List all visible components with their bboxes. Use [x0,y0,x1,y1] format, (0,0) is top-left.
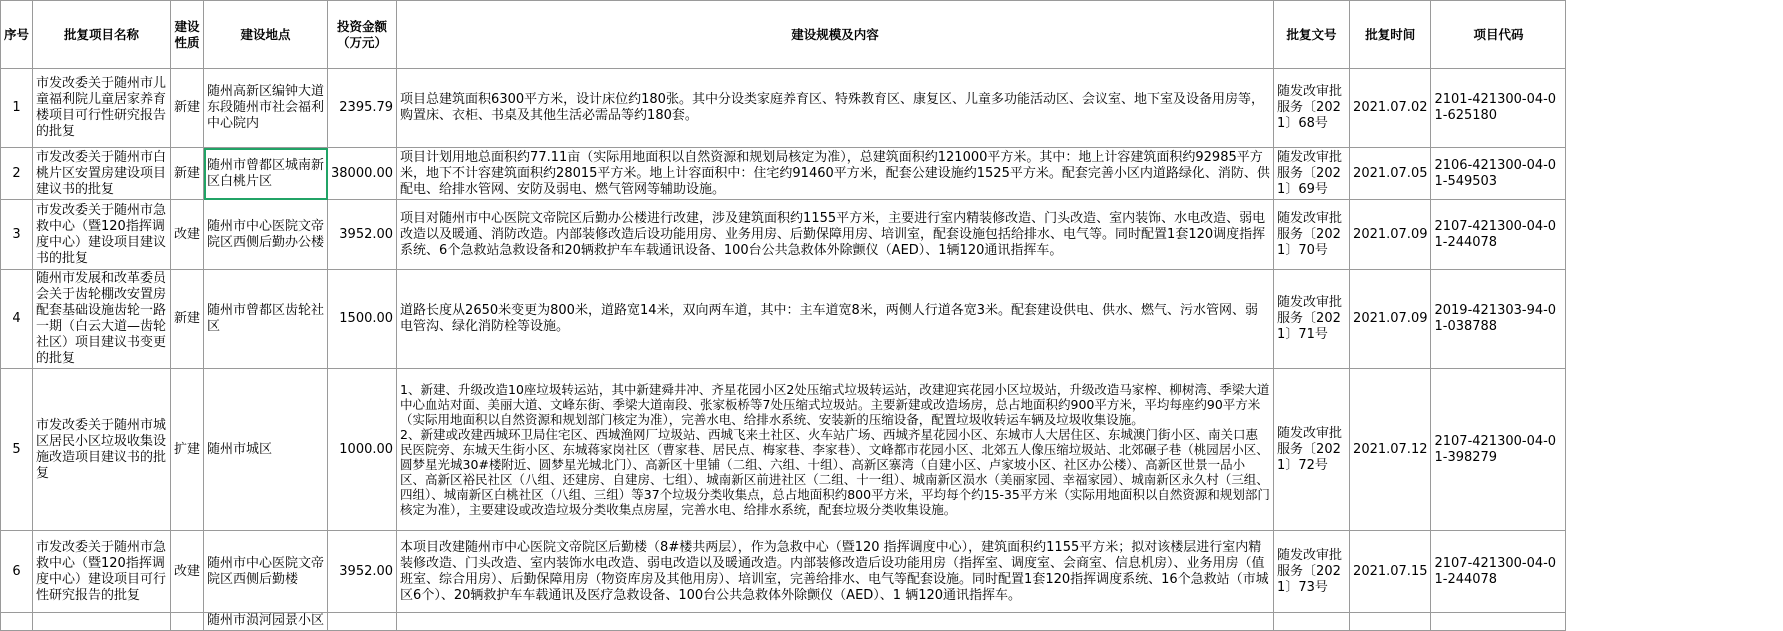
cell-docno[interactable]: 随发改审批服务〔2021〕72号 [1274,369,1350,531]
table-row [1,200,1566,270]
cell-scope[interactable]: 项目计划用地总面积约77.11亩（实际用地面积以自然资源和规划局核定为准），总建筑面积约121000平方米。其中：地上计容建筑面积约92985平方米，地下不计容建筑面积约28015平方米。地上计容面积中：住宅约91460平方米，配套公建设施约1525平方米。配套完善小区内道路绿化、消防、供配电、给排水管网、安防及弱电、燃气管网等辅助设施。 [397,148,1274,200]
cell-nature[interactable]: 新建 [171,148,204,200]
header-scope[interactable]: 建设规模及内容 [397,1,1274,69]
cell-code[interactable]: 2106-421300-04-01-549503 [1431,148,1566,200]
table-row [1,270,1566,369]
cell-code[interactable]: 2101-421300-04-01-625180 [1431,69,1566,148]
cell-date[interactable]: 2021.07.05 [1350,148,1431,200]
header-nature[interactable]: 建设性质 [171,1,204,69]
cell-amount[interactable] [328,613,397,631]
cell-location-selected[interactable]: 随州市曾都区城南新区白桃片区 [204,148,328,200]
cell-nature[interactable]: 改建 [171,531,204,613]
cell-amount[interactable]: 1500.00 [328,270,397,369]
cell-date[interactable] [1350,613,1431,631]
cell-code[interactable]: 2107-421300-04-01-244078 [1431,200,1566,270]
cell-location[interactable]: 随州市中心医院文帝院区西侧后勤办公楼 [204,200,328,270]
cell-date[interactable]: 2021.07.15 [1350,531,1431,613]
cell-docno[interactable]: 随发改审批服务〔2021〕69号 [1274,148,1350,200]
table-row [1,148,1566,200]
cell-amount[interactable]: 1000.00 [328,369,397,531]
cell-seq[interactable]: 4 [1,270,33,369]
cell-date[interactable]: 2021.07.02 [1350,69,1431,148]
cell-location[interactable]: 随州市中心医院文帝院区西侧后勤楼 [204,531,328,613]
cell-docno[interactable]: 随发改审批服务〔2021〕73号 [1274,531,1350,613]
cell-scope[interactable]: 1、新建、升级改造10座垃圾转运站，其中新建舜井冲、齐星花园小区2处压缩式垃圾转运站，改建迎宾花园小区垃圾站，升级改造马家榨、柳树湾、季梁大道中心血站对面、美丽大道、文峰东街、季梁大道南段、张家板桥等7处压缩式垃圾站。主要新建或改造场房，总占地面积约900平方米，平均每座约90平方米（实际用地面积以自然资源和规划部门核定为准），完善水电、给排水系统、安装新的压缩设备，配置垃圾收转运车辆及垃圾收集设施。 2、新建或改建西城环卫局住宅区、西城渔网厂垃圾站、西城飞来土社区、火车站广场、西城齐星花园小区、东城市人大居住区、东城澳门街小区、南关口惠民医院旁、东城天生街小区、东城蒋家岗社区（曹家巷、居民点、梅家巷、李家巷）、文峰都市花园小区、北郊五人像压缩垃圾站、北郊碾子巷（桃园居小区、圆梦星光城30#楼附近、圆梦星光城北门）、高新区十里铺（二组、六组、十组）、高新区寨湾（自建小区、卢家坡小区、社区办公楼）、高新区世景一品小区、高新区裕民社区（八组、还建房、自建房、七组）、城南新区前进社区（二组、十一组）、城南新区涢水（美丽家园、幸福家园）、城南新区永久村（三组、四组）、城南新区白桃社区（八组、三组）等37个垃圾分类收集点，总占地面积约800平方米，平均每个约15-35平方米（实际用地面积以自然资源和规划部门核定为准），主要建设或改造垃圾分类收集点房屋，完善水电、给排水系统，配套垃圾分类收集设施。 [397,369,1274,531]
cell-seq[interactable]: 5 [1,369,33,531]
header-date[interactable]: 批复时间 [1350,1,1431,69]
cell-amount[interactable]: 3952.00 [328,200,397,270]
cell-name[interactable]: 随州市发展和改革委员会关于齿轮棚改安置房配套基础设施齿轮一路一期（白云大道—齿轮社区）项目建议书变更的批复 [33,270,171,369]
cell-code[interactable]: 2019-421303-94-01-038788 [1431,270,1566,369]
cell-seq[interactable]: 6 [1,531,33,613]
cell-code[interactable]: 2107-421300-04-01-398279 [1431,369,1566,531]
cell-date[interactable]: 2021.07.12 [1350,369,1431,531]
cell-scope[interactable]: 项目对随州市中心医院文帝院区后勤办公楼进行改建，涉及建筑面积约1155平方米，主要进行室内精装修改造、门头改造、室内装饰、水电改造、弱电改造以及暖通、消防改造。内部装修改造后设功能用房、业务用房、后勤保障用房、培训室，配套设施包括给排水、电气等。同时配置1套120调度指挥系统、6个急救站急救设备和20辆救护车车载通讯设备、100台公共急救体外除颤仪（AED）、1辆120通讯指挥车。 [397,200,1274,270]
header-location[interactable]: 建设地点 [204,1,328,69]
cell-seq[interactable]: 3 [1,200,33,270]
cell-nature[interactable]: 新建 [171,69,204,148]
cell-amount[interactable]: 38000.00 [328,148,397,200]
cell-scope[interactable]: 项目总建筑面积6300平方米，设计床位约180张。其中分设类家庭养育区、特殊教育区、康复区、儿童多功能活动区、会议室、地下室及设备用房等，购置床、衣柜、书桌及其他生活必需品等约180套。 [397,69,1274,148]
cell-nature[interactable]: 改建 [171,200,204,270]
cell-scope[interactable]: 本项目改建随州市中心医院文帝院区后勤楼（8#楼共两层），作为急救中心（暨120 指挥调度中心），建筑面积约1155平方米；拟对该楼层进行室内精装修改造、门头改造、室内装饰水电改造、弱电改造以及暖通改造。内部装修改造后设功能用房（指挥室、调度室、会商室、信息机房）、业务用房（值班室、综合用房）、后勤保障用房（物资库房及其他用房）、培训室，完善给排水、电气等配套设施。同时配置1套120指挥调度系统、16个急救站（市城区6个）、20辆救护车车载通讯及医疗急救设备、100台公共急救体外除颤仪（AED）、1 辆120通讯指挥车。 [397,531,1274,613]
header-row [1,1,1566,69]
cell-location[interactable]: 随州市曾都区齿轮社区 [204,270,328,369]
cell-code[interactable]: 2107-421300-04-01-244078 [1431,531,1566,613]
table-row-partial [1,613,1566,631]
header-name[interactable]: 批复项目名称 [33,1,171,69]
cell-nature[interactable]: 新建 [171,270,204,369]
table-row [1,69,1566,148]
cell-amount[interactable]: 2395.79 [328,69,397,148]
cell-docno[interactable]: 随发改审批服务〔2021〕71号 [1274,270,1350,369]
table-row [1,369,1566,531]
header-code[interactable]: 项目代码 [1431,1,1566,69]
cell-location[interactable]: 随州高新区编钟大道东段随州市社会福利中心院内 [204,69,328,148]
cell-date[interactable]: 2021.07.09 [1350,270,1431,369]
cell-code[interactable] [1431,613,1566,631]
cell-docno[interactable]: 随发改审批服务〔2021〕68号 [1274,69,1350,148]
cell-docno[interactable]: 随发改审批服务〔2021〕70号 [1274,200,1350,270]
cell-name[interactable]: 市发改委关于随州市城区居民小区垃圾收集设施改造项目建议书的批复 [33,369,171,531]
cell-amount[interactable]: 3952.00 [328,531,397,613]
cell-name[interactable]: 市发改委关于随州市急救中心（暨120指挥调度中心）建设项目建议书的批复 [33,200,171,270]
cell-location[interactable]: 随州市城区 [204,369,328,531]
cell-seq[interactable]: 2 [1,148,33,200]
cell-name[interactable] [33,613,171,631]
header-amount[interactable]: 投资金额（万元） [328,1,397,69]
cell-seq[interactable]: 1 [1,69,33,148]
table-row [1,531,1566,613]
cell-nature[interactable]: 扩建 [171,369,204,531]
header-seq[interactable]: 序号 [1,1,33,69]
cell-name[interactable]: 市发改委关于随州市儿童福利院儿童居家养育楼项目可行性研究报告的批复 [33,69,171,148]
cell-scope[interactable]: 道路长度从2650米变更为800米，道路宽14米，双向两车道，其中：主车道宽8米，两侧人行道各宽3米。配套建设供电、供水、燃气、污水管网、弱电管沟、绿化消防栓等设施。 [397,270,1274,369]
cell-nature[interactable] [171,613,204,631]
cell-docno[interactable] [1274,613,1350,631]
header-docno[interactable]: 批复文号 [1274,1,1350,69]
cell-name[interactable]: 市发改委关于随州市急救中心（暨120指挥调度中心）建设项目可行性研究报告的批复 [33,531,171,613]
cell-date[interactable]: 2021.07.09 [1350,200,1431,270]
cell-scope[interactable] [397,613,1274,631]
cell-name[interactable]: 市发改委关于随州市白桃片区安置房建设项目建议书的批复 [33,148,171,200]
cell-location[interactable]: 随州市涢河园景小区 [204,613,328,631]
cell-seq[interactable] [1,613,33,631]
